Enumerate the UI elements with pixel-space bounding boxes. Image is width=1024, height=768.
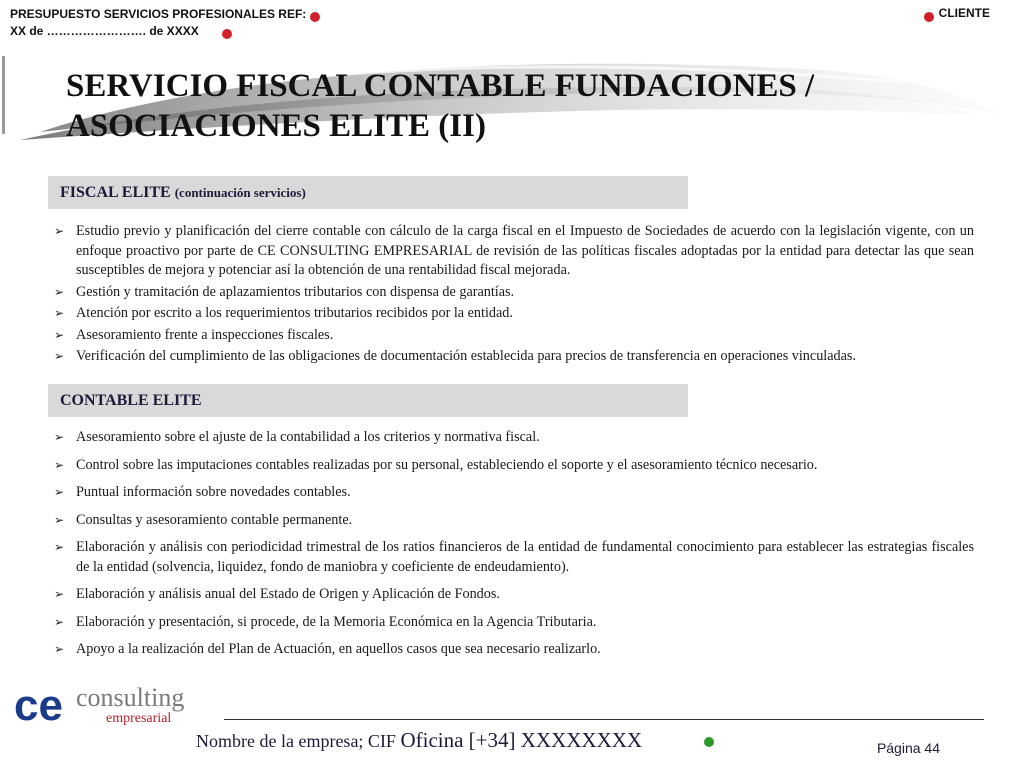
footer-divider bbox=[224, 719, 984, 720]
list-item: ➢ Elaboración y análisis con periodicidad trimestral de los ratios financieros de la entidad de fundamental conocimiento para establecer las estrategias fiscales de la entidad (solvencia, liquidez, fondo de maniobra y coeficiente de endeudamiento). bbox=[54, 539, 974, 575]
section-heading-text: FISCAL ELITE bbox=[60, 183, 171, 201]
fiscal-elite-list bbox=[54, 222, 974, 369]
section-subheading-text: (continuación servicios) bbox=[174, 184, 306, 200]
arrow-bullet-icon: ➢ bbox=[54, 430, 65, 444]
list-item: ➢ Estudio previo y planificación del cierre contable con cálculo de la carga fiscal en el Impuesto de Sociedades de acuerdo con la legislación vigente, con un enfoque proactivo por parte de CE CONSULTING EMPRESARIAL de revisión de las políticas fiscales adoptadas por la entidad para detectar las que sean susceptibles de mejora y potenciar así la obtención de una rentabilidad fiscal mejorada. bbox=[54, 223, 974, 278]
header-line-2: XX de ……………………. de XXXX bbox=[10, 24, 199, 38]
list-item: ➢ Verificación del cumplimiento de las obligaciones de documentación establecida para precios de transferencia en operaciones vinculadas. bbox=[54, 347, 974, 367]
list-item: ➢ Asesoramiento frente a inspecciones fiscales. bbox=[54, 326, 974, 346]
arrow-bullet-icon: ➢ bbox=[54, 642, 65, 656]
list-item: ➢ Apoyo a la realización del Plan de Actuación, en aquellos casos que sea necesario realizarlo. bbox=[54, 640, 974, 660]
ce-consulting-logo bbox=[14, 684, 214, 726]
header-client: CLIENTE bbox=[938, 6, 990, 20]
page-title-line-1: SERVICIO FISCAL CONTABLE FUNDACIONES / bbox=[66, 68, 815, 104]
red-marker-icon bbox=[222, 29, 232, 39]
footer-company: Nombre de la empresa; CIF bbox=[196, 731, 401, 751]
arrow-bullet-icon: ➢ bbox=[54, 614, 65, 629]
list-item: ➢ Elaboración y presentación, si procede, de la Memoria Económica en la Agencia Tributaria. bbox=[54, 613, 974, 633]
green-marker-icon bbox=[704, 737, 714, 747]
arrow-bullet-icon: ➢ bbox=[54, 512, 65, 527]
footer-office: Oficina [+34] XXXXXXXX bbox=[400, 728, 643, 752]
arrow-bullet-icon: ➢ bbox=[54, 587, 65, 601]
logo-word-consulting: consulting bbox=[76, 684, 185, 712]
red-marker-icon bbox=[310, 12, 320, 22]
arrow-bullet-icon: ➢ bbox=[54, 349, 65, 363]
section-heading-fiscal-elite bbox=[48, 176, 688, 209]
section-heading-text: CONTABLE ELITE bbox=[60, 391, 202, 409]
section-heading-contable-elite bbox=[48, 384, 688, 417]
list-item: ➢ Asesoramiento sobre el ajuste de la contabilidad a los criterios y normativa fiscal. bbox=[54, 428, 974, 448]
list-item: ➢ Puntual información sobre novedades contables. bbox=[54, 483, 974, 503]
page-number: Página 44 bbox=[876, 740, 940, 756]
arrow-bullet-icon: ➢ bbox=[54, 457, 65, 472]
red-marker-icon bbox=[924, 12, 934, 22]
arrow-bullet-icon: ➢ bbox=[54, 540, 65, 554]
logo-word-empresarial: empresarial bbox=[106, 711, 172, 726]
page-title bbox=[66, 66, 966, 146]
contable-elite-list bbox=[54, 428, 974, 668]
arrow-bullet-icon: ➢ bbox=[54, 224, 65, 238]
header-line-1: PRESUPUESTO SERVICIOS PROFESIONALES REF: bbox=[10, 7, 307, 21]
list-item: ➢ Gestión y tramitación de aplazamientos tributarios con dispensa de garantías. bbox=[54, 283, 974, 303]
footer-contact bbox=[196, 728, 642, 753]
arrow-bullet-icon: ➢ bbox=[54, 284, 65, 299]
header-reference bbox=[10, 6, 306, 40]
page-title-line-2: ASOCIACIONES ELITE (II) bbox=[66, 108, 486, 144]
arrow-bullet-icon: ➢ bbox=[54, 327, 65, 342]
logo-mark: ce bbox=[14, 684, 63, 726]
list-item: ➢ Consultas y asesoramiento contable permanente. bbox=[54, 511, 974, 531]
list-item: ➢ Control sobre las imputaciones contables realizadas por su personal, estableciendo el soporte y el asesoramiento técnico necesario. bbox=[54, 456, 974, 476]
arrow-bullet-icon: ➢ bbox=[54, 485, 65, 499]
arrow-bullet-icon: ➢ bbox=[54, 306, 65, 320]
list-item: ➢ Atención por escrito a los requerimientos tributarios recibidos por la entidad. bbox=[54, 304, 974, 324]
list-item: ➢ Elaboración y análisis anual del Estado de Origen y Aplicación de Fondos. bbox=[54, 585, 974, 605]
